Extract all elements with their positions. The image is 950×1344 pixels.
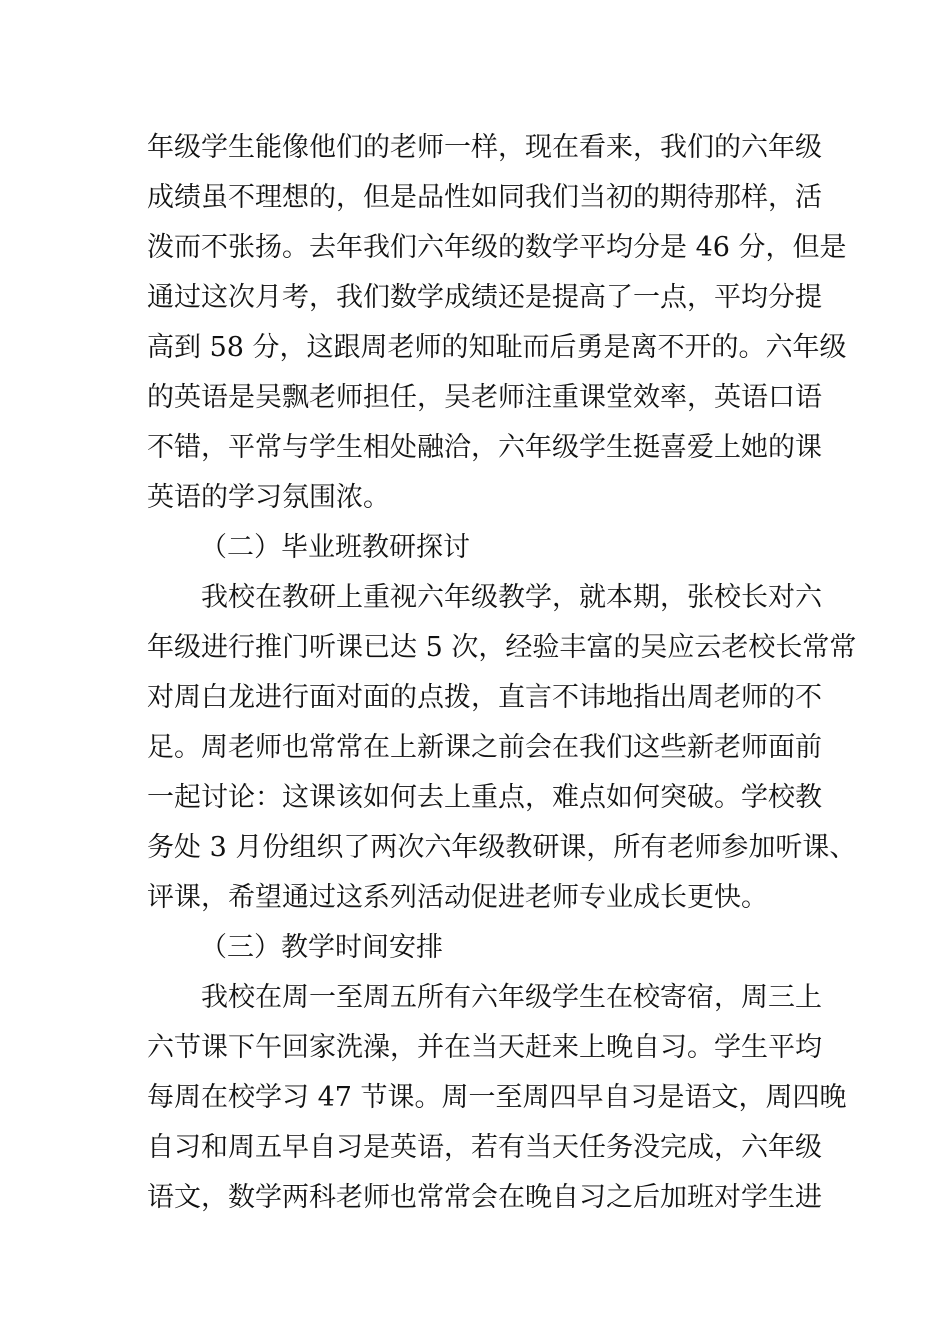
paragraph-line: 务处 3 月份组织了两次六年级教研课，所有老师参加听课、 <box>147 832 857 863</box>
section-heading: （二）毕业班教研探讨 <box>200 532 470 563</box>
paragraph-line: 语文，数学两科老师也常常会在晚自习之后加班对学生进 <box>147 1182 822 1213</box>
paragraph-line: 的英语是吴飘老师担任，吴老师注重课堂效率，英语口语 <box>147 382 822 413</box>
section-heading: （三）教学时间安排 <box>200 932 443 963</box>
paragraph-line: 六节课下午回家洗澡，并在当天赶来上晚自习。学生平均 <box>147 1032 822 1063</box>
paragraph-line: 自习和周五早自习是英语，若有当天任务没完成，六年级 <box>147 1132 822 1163</box>
paragraph-line: 评课，希望通过这系列活动促进老师专业成长更快。 <box>147 882 768 913</box>
paragraph-line: 泼而不张扬。去年我们六年级的数学平均分是 46 分，但是 <box>147 232 847 263</box>
paragraph-line: 不错，平常与学生相处融洽，六年级学生挺喜爱上她的课 <box>147 432 822 463</box>
paragraph-line: 我校在周一至周五所有六年级学生在校寄宿，周三上 <box>201 982 822 1013</box>
paragraph-line: 年级进行推门听课已达 5 次，经验丰富的吴应云老校长常常 <box>147 632 857 663</box>
paragraph-line: 足。周老师也常常在上新课之前会在我们这些新老师面前 <box>147 732 822 763</box>
paragraph-line: 通过这次月考，我们数学成绩还是提高了一点，平均分提 <box>147 282 822 313</box>
paragraph-line: 一起讨论：这课该如何去上重点，难点如何突破。学校教 <box>147 782 822 813</box>
paragraph-line: 高到 58 分，这跟周老师的知耻而后勇是离不开的。六年级 <box>147 332 847 363</box>
paragraph-line: 英语的学习氛围浓。 <box>147 482 390 513</box>
paragraph-line: 我校在教研上重视六年级教学，就本期，张校长对六 <box>201 582 822 613</box>
paragraph-line: 成绩虽不理想的，但是品性如同我们当初的期待那样，活 <box>147 182 822 213</box>
paragraph-line: 每周在校学习 47 节课。周一至周四早自习是语文，周四晚 <box>147 1082 847 1113</box>
paragraph-line: 年级学生能像他们的老师一样，现在看来，我们的六年级 <box>147 132 822 163</box>
paragraph-line: 对周白龙进行面对面的点拨，直言不讳地指出周老师的不 <box>147 682 822 713</box>
